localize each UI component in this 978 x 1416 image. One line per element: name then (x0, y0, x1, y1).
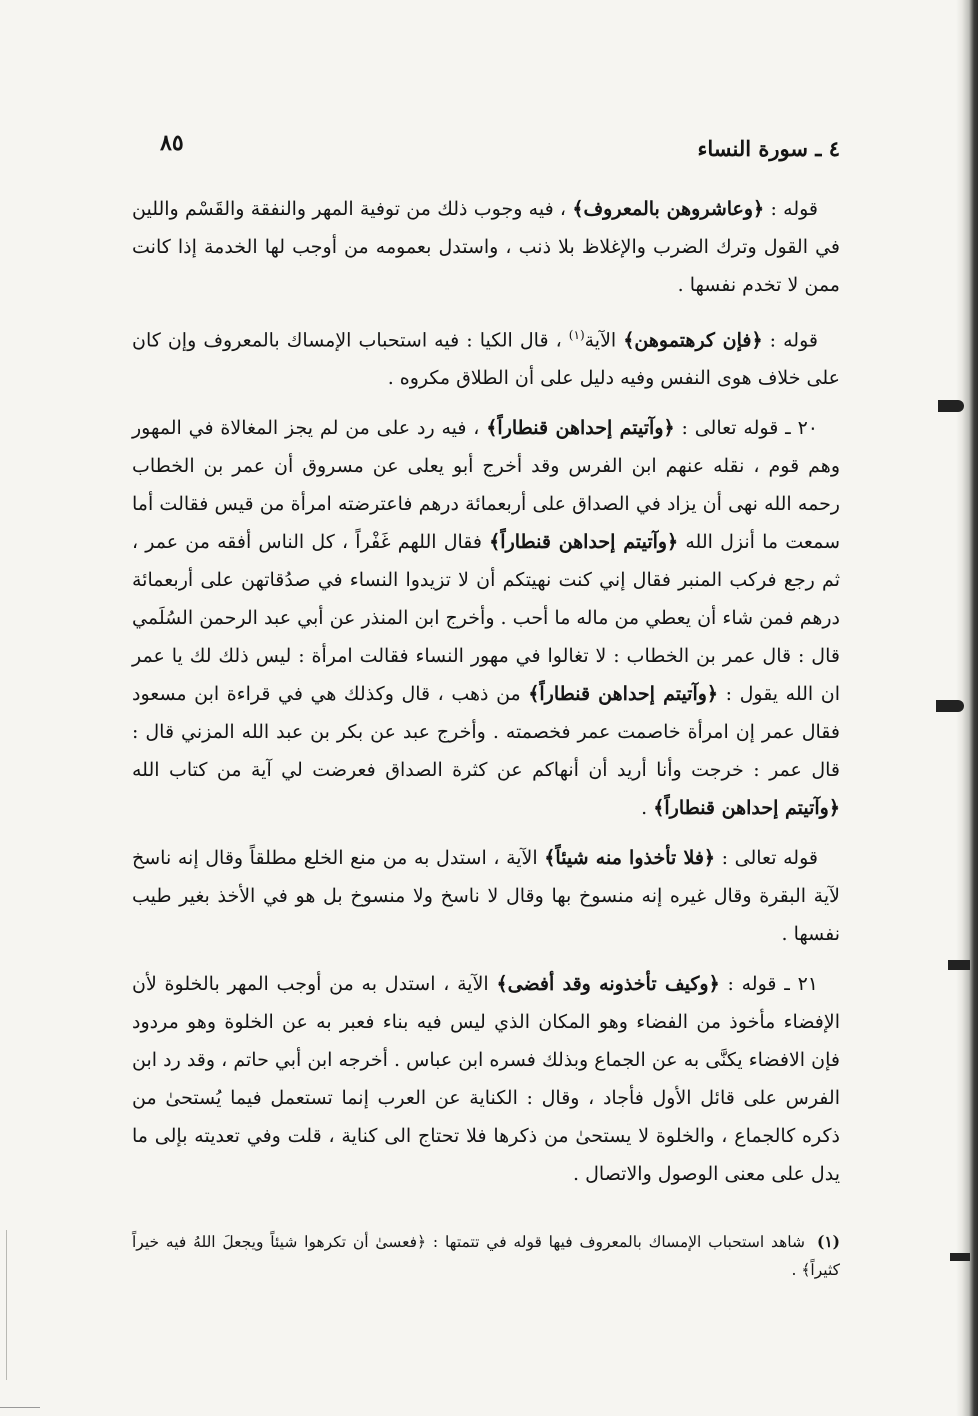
text-run: من ذهب ، قال وكذلك هي في قراءة ابن مسعود فقال عمر إن امرأة خاصمت عمر فخصمته . وأخرج عبد عن بكر بن عبد الله المزني قال : قال عمر : خرجت وأنا أريد أن أنهاكم عن كثرة الصداق فعرضت لي آية من كتاب الله (132, 683, 840, 782)
quran-quote: ﴿فلا تأخذوا منه شيئاً﴾ (544, 847, 716, 870)
quran-quote: ﴿وآتيتم إحداهن قنطاراً﴾ (528, 683, 719, 706)
page-edge-mark (950, 1253, 970, 1261)
footnote-ref: (١) (568, 328, 585, 342)
quran-quote: ﴿وآتيتم إحداهن قنطاراً﴾ (489, 531, 679, 554)
paragraph (132, 839, 840, 953)
footnote-text: شاهد استحباب الإمساك بالمعروف فيها قوله في تتمتها : ﴿فعسىٰ أن تكرهوا شيئاً ويجعلَ اللهُ فيه خيراً كثيراً﴾ . (132, 1233, 840, 1279)
text-run: . (641, 797, 654, 820)
scan-edge-line (6, 1230, 7, 1380)
quran-quote: ﴿وعاشروهن بالمعروف﴾ (572, 198, 765, 220)
page-edge-mark (948, 960, 970, 970)
quran-quote: ﴿فإن كرهتموهن﴾ (623, 329, 763, 352)
text-run: ٢١ ـ قوله : (719, 973, 818, 996)
text-run: الآية (584, 329, 624, 352)
paragraph (132, 316, 840, 397)
page-number: ٨٥ (160, 130, 184, 156)
text-run: الآية ، استدل به من منع الخلع مطلقاً وقال إنه ناسخ لآية البقرة وقال غيره إنه منسوخ بها وقال لا ناسخ ولا منسوخ بل هو في الأخذ بغير طيب نفسها . (132, 847, 840, 946)
quran-quote: ﴿وآتيتم إحداهن قنطاراً﴾ (486, 417, 675, 440)
footnote (132, 1228, 840, 1284)
quran-quote: ﴿وآتيتم إحداهن قنطاراً﴾ (653, 797, 840, 820)
page-edge-mark (936, 700, 964, 712)
main-text (132, 190, 840, 1205)
footnotes (132, 1228, 840, 1284)
quran-quote: ﴿وكيف تأخذونه وقد أفضى﴾ (496, 973, 720, 996)
page-edge-mark (938, 400, 964, 412)
text-run: ، فيه رد على من لم يجز المغالاة في المهور وهم قوم ، نقله عنهم ابن الفرس وقد أخرج أبو يعلى عن مسروق أن عمر بن الخطاب رحمه الله نهى أن يزاد في الصداق على أربعمائة درهم فاعترضته امرأة من قيس فقالت أما سمعت ما أنزل الله (132, 417, 840, 554)
paragraph (132, 965, 840, 1193)
chapter-title: ٤ ـ سورة النساء (697, 136, 840, 161)
text-run: ، قال الكيا : فيه استحباب الإمساك بالمعروف وإن كان على خلاف هوى النفس وفيه دليل على أن الطلاق مكروه . (132, 329, 840, 390)
paragraph (132, 190, 840, 304)
text-run: فقال اللهم غَفْراً ، كل الناس أفقه من عمر ، ثم رجع فركب المنبر فقال إني كنت نهيتكم أن لا تزيدوا النساء في صدُقاتهن على أربعمائة درهم فمن شاء أن يعطي من ماله ما أحب . وأخرج ابن المنذر عن أبي عبد الرحمن السُلَمي قال : قال عمر بن الخطاب : لا تغالوا في مهور النساء فقالت امرأة : ليس ذلك لك يا عمر ان الله يقول : (132, 531, 840, 706)
text-run: ٢٠ ـ قوله تعالى : (674, 417, 818, 440)
text-run: ، فيه وجوب ذلك من توفية المهر والنفقة والقَسْم واللين في القول وترك الضرب والإغلاظ بلا ذنب ، واستدل بعمومه من أوجب لها الخدمة إذا كانت ممن لا تخدم نفسها . (132, 198, 840, 296)
scan-edge-line (0, 1407, 40, 1408)
text-run: الآية ، استدل به من أوجب المهر بالخلوة لأن الإفضاء مأخوذ من الفضاء وهو المكان الذي ليس فيه بناء فعبر به عن الخلوة وهو مردود فإن الافضاء يكنَّى به عن الجماع وبذلك فسره ابن عباس . أخرجه ابن أبي حاتم ، وقد رد ابن الفرس على قائل الأول فأجاد ، وقال : الكناية عن العرب إنما تستعمل فيما يُستحىٰ من ذكره كالجماع ، والخلوة لا يستحىٰ من ذكرها فلا تحتاج الى كناية ، قلت وفي تعديته بإلى ما يدل على معنى الوصول والاتصال . (132, 973, 840, 1186)
running-header (160, 130, 840, 164)
footnote-number: (١) (816, 1232, 840, 1251)
text-run: قوله تعالى : (715, 847, 818, 870)
text-run: قوله : (764, 198, 819, 220)
paragraph (132, 409, 840, 827)
text-run: قوله : (762, 329, 818, 352)
